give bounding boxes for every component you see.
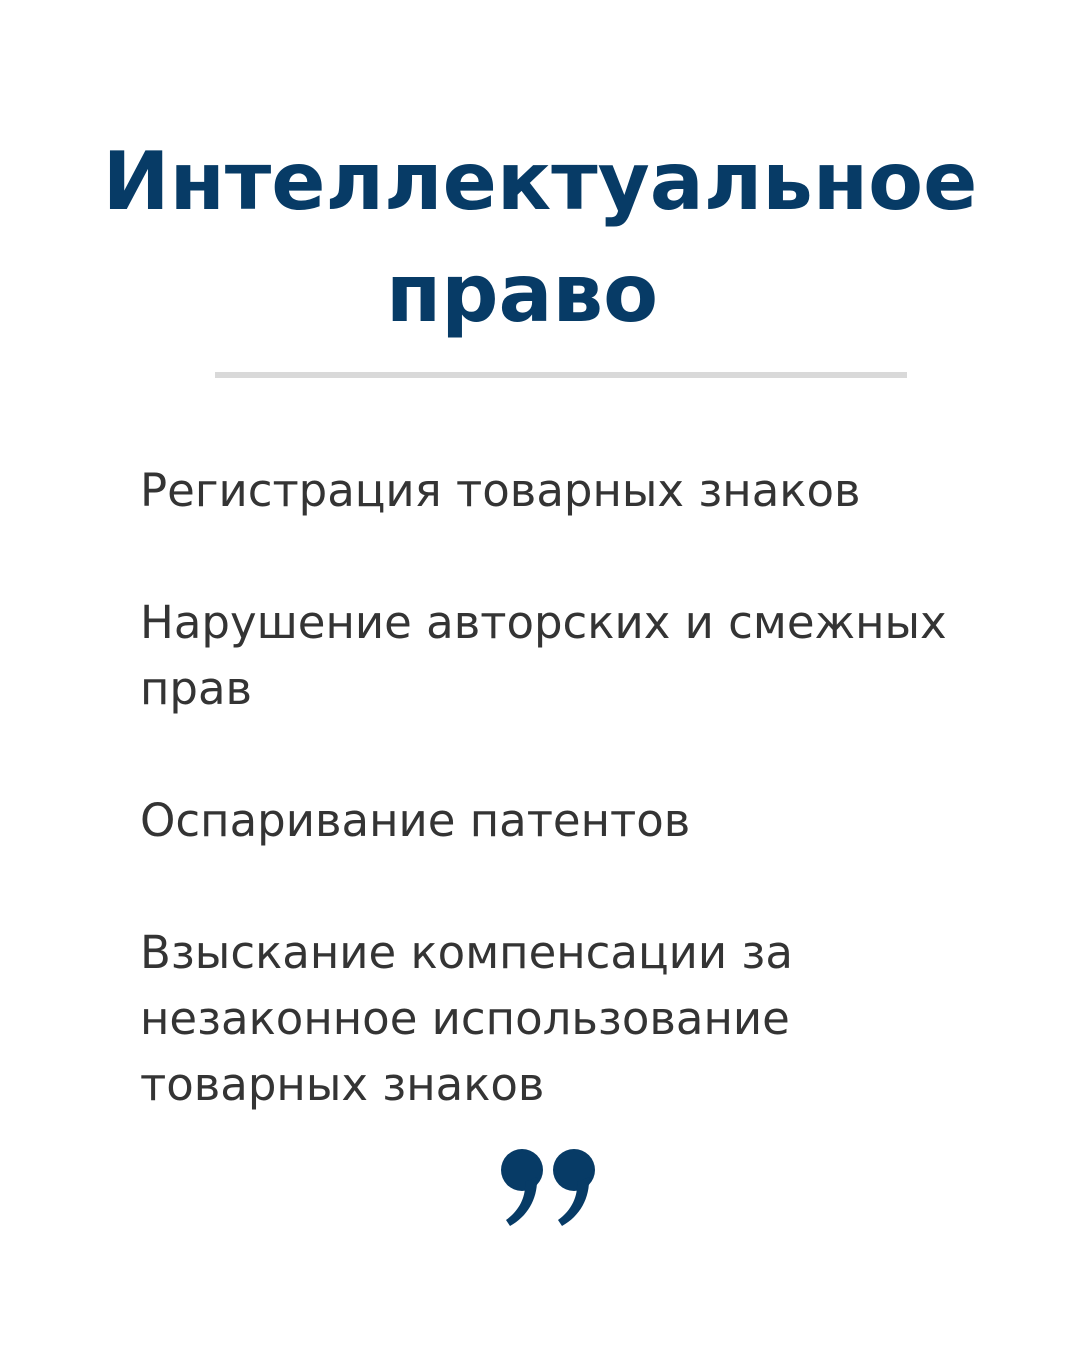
service-item-text: Нарушение авторских и смежных [140,596,947,649]
title-line-1: Интеллектуальное [102,134,978,228]
service-item-text: Оспаривание патентов [140,794,691,847]
service-item-text: Регистрация товарных знаков [140,464,861,517]
divider [215,372,907,378]
service-item-text: товарных знаков [140,1058,545,1111]
closing-quote-icon [498,1146,602,1230]
title-line-2: право [385,246,659,340]
service-item-copyright-infringement [140,590,1000,722]
service-item-text: Взыскание компенсации за [140,926,793,979]
service-item-text: прав [140,662,253,715]
service-item-text: незаконное использование [140,992,790,1045]
page-title [0,126,1080,350]
service-item-compensation-recovery [140,920,1000,1118]
service-item-trademark-registration [140,458,1000,524]
service-item-patent-dispute [140,788,1000,854]
